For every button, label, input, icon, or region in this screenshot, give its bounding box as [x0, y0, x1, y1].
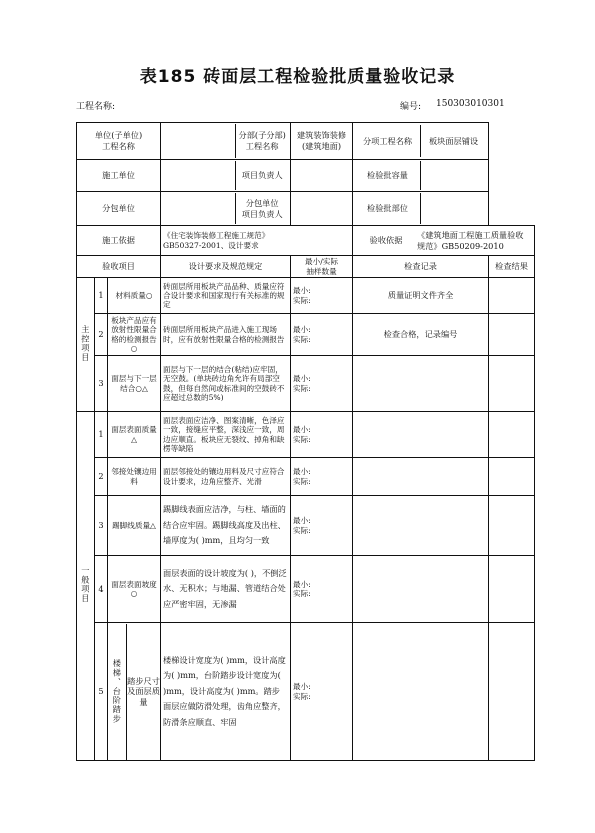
table-row — [77, 314, 535, 356]
item-name: 踢脚线质量△ — [108, 496, 161, 556]
sample-count[interactable]: 最小: 实际: — [291, 314, 353, 356]
sample-count[interactable]: 最小: 实际: — [291, 278, 353, 314]
item-name: 材料质量○ — [108, 278, 161, 314]
subunit-value: 建筑装饰装修 (建筑地面) — [291, 123, 353, 160]
check-record[interactable]: 质量证明文件齐全 — [353, 278, 489, 314]
batch-location-label: 检验批部位 — [355, 193, 421, 224]
sub-manager-value[interactable] — [291, 192, 353, 226]
row-no: 5 — [95, 623, 108, 761]
subcontractor-value-cell[interactable] — [161, 192, 291, 226]
item-name: 踏步尺寸及面层质量 — [127, 675, 160, 707]
check-result[interactable] — [489, 496, 535, 556]
project-manager-value[interactable] — [291, 160, 353, 192]
table-row — [77, 496, 535, 556]
general-group-label: 一般项目 — [77, 412, 95, 761]
check-result[interactable] — [489, 356, 535, 412]
inspection-table — [76, 122, 535, 761]
item-requirement: 面层与下一层的结合(粘结)应牢固，无空鼓。(单块砖边角允许有局部空鼓，但每自然间或标准间的空鼓砖不应超过总数的5%) — [161, 356, 291, 412]
check-result[interactable] — [489, 314, 535, 356]
row-no: 2 — [95, 458, 108, 496]
check-record[interactable] — [353, 623, 489, 761]
basis-label: 施工依据 — [77, 226, 161, 256]
acceptance-basis-row — [353, 226, 535, 256]
check-result[interactable] — [489, 458, 535, 496]
check-record[interactable]: 检查合格，记录编号 — [353, 314, 489, 356]
item-value: 板块面层铺设 — [428, 135, 479, 146]
table-row — [77, 623, 535, 761]
item-row — [353, 123, 489, 160]
col-item: 验收项目 — [77, 256, 161, 278]
check-result[interactable] — [489, 412, 535, 458]
item-name: 邻接处镶边用料 — [108, 458, 161, 496]
check-record[interactable] — [353, 356, 489, 412]
item-name: 面层表面质量△ — [108, 412, 161, 458]
table-row — [77, 278, 535, 314]
sub-manager-label: 分包单位 项目负责人 — [241, 197, 283, 219]
sample-count[interactable]: 最小: 实际: — [291, 496, 353, 556]
table-row — [77, 356, 535, 412]
item-requirement: 面层表面应洁净、图案清晰，色泽应一致，接缝应平整，深浅应一致，周边应顺直。板块应无裂纹、掉角和缺楞等缺陷 — [161, 412, 291, 458]
subunit-label: 分部(子分部) 工程名称 — [238, 130, 286, 151]
col-sample: 最小/实际 抽样数量 — [291, 256, 353, 278]
item-requirement: 砖面层所用板块产品进入施工现场时，应有放射性限量合格的检测报告 — [161, 314, 291, 356]
row-no: 3 — [95, 356, 108, 412]
table-row — [77, 412, 535, 458]
batch-capacity-row — [353, 160, 489, 192]
unit-label: 单位(子单位) 工程名称 — [77, 123, 161, 160]
table-row — [77, 556, 535, 623]
constructor-value-cell[interactable] — [161, 160, 291, 192]
check-result[interactable] — [489, 556, 535, 623]
row-no: 4 — [95, 556, 108, 623]
serial-label: 编号: — [400, 102, 422, 112]
item-name: 面层与下一层结合○△ — [108, 356, 161, 412]
col-requirement: 设计要求及规范规定 — [161, 256, 291, 278]
project-name-label: 工程名称: — [76, 102, 116, 112]
subcontractor-label: 分包单位 — [77, 192, 161, 226]
item-name: 板块产品应有放射性限量合格的检测报告○ — [108, 314, 161, 356]
check-record[interactable] — [353, 556, 489, 623]
item-requirement: 面层表面的设计坡度为( )，不倒泛水、无积水；与地漏、管道结合处应严密牢固，无渗漏 — [161, 556, 291, 623]
constructor-label: 施工单位 — [77, 160, 161, 192]
batch-location-row — [353, 192, 489, 226]
stair-label: 楼梯、台阶踏步 — [108, 624, 127, 760]
row-no: 3 — [95, 496, 108, 556]
sample-count[interactable]: 最小: 实际: — [291, 623, 353, 761]
stair-name-cell — [108, 623, 161, 761]
check-result[interactable] — [489, 623, 535, 761]
item-requirement: 砖面层所用板块产品品种、质量应符合设计要求和国家现行有关标准的规定 — [161, 278, 291, 314]
sample-count[interactable]: 最小: 实际: — [291, 412, 353, 458]
row-no: 1 — [95, 412, 108, 458]
acceptance-basis-value: 《建筑地面工程施工质量验收 规范》GB50209-2010 — [417, 229, 524, 251]
batch-capacity-label: 检验批容量 — [355, 161, 421, 190]
check-record[interactable] — [353, 458, 489, 496]
item-requirement: 踢脚线表面应洁净，与柱、墙面的结合应牢固。踢脚线高度及出柱、墙厚度为( )mm，且均匀一致 — [161, 496, 291, 556]
page-title: 表185 砖面层工程检验批质量验收记录 — [139, 67, 456, 87]
row-no: 2 — [95, 314, 108, 356]
unit-value-cell[interactable] — [161, 123, 291, 160]
check-record[interactable] — [353, 412, 489, 458]
acceptance-basis-label: 验收依据 — [369, 235, 403, 246]
check-record[interactable] — [353, 496, 489, 556]
project-manager-label: 项目负责人 — [241, 170, 283, 181]
sample-count[interactable]: 最小: 实际: — [291, 556, 353, 623]
table-row — [77, 458, 535, 496]
main-group-label: 主控项目 — [77, 278, 95, 412]
item-requirement: 面层邻接处的镶边用料及尺寸应符合设计要求，边角应整齐、光滑 — [161, 458, 291, 496]
basis-value: 《住宅装饰装修工程施工规范》 GB50327-2001、设计要求 — [161, 226, 353, 256]
item-label: 分项工程名称 — [355, 125, 421, 158]
sample-count[interactable]: 最小: 实际: — [291, 458, 353, 496]
col-record: 检查记录 — [353, 256, 489, 278]
row-no: 1 — [95, 278, 108, 314]
item-requirement: 楼梯设计宽度为( )mm，设计高度为( )mm，台阶踏步设计宽度为( )mm，设计高度为( )mm。踏步面层应做防滑处理，齿角应整齐，防滑条应顺直、牢固 — [161, 623, 291, 761]
check-result[interactable] — [489, 278, 535, 314]
sample-count[interactable]: 最小: 实际: — [291, 356, 353, 412]
col-result: 检查结果 — [489, 256, 535, 278]
item-name: 面层表面坡度○ — [108, 556, 161, 623]
serial-value: 150303010301 — [436, 99, 505, 109]
